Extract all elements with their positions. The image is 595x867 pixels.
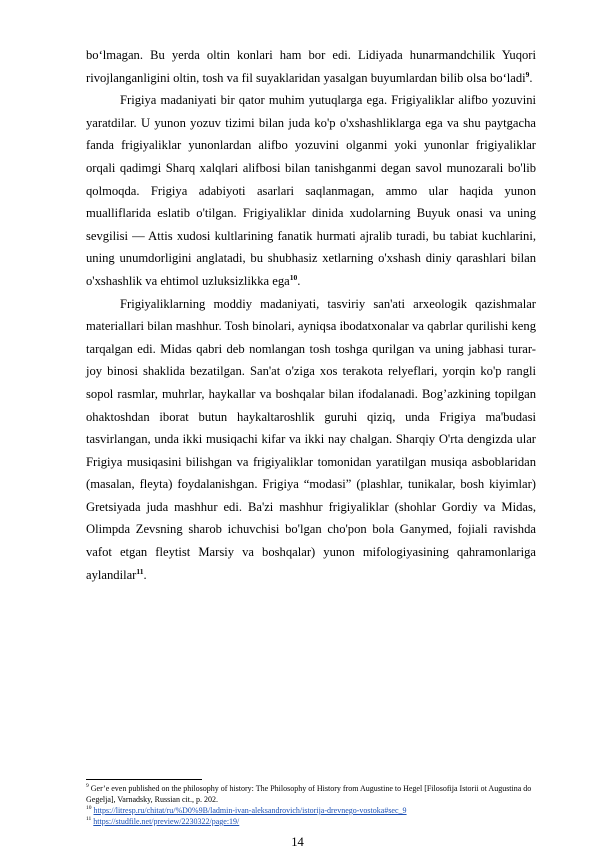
paragraph-text: Frigiyaliklarning moddiy madaniyati, tasviriy san'ati arxeologik qazishmalar materiallari bilan mashhur. Tosh binolari, ayniqsa ibodatxonalar va qabrlar qurilishi keng tarqalgan edi. Midas qabri deb nomlangan tosh toshga qurilgan va uning jabhasi turar-joy binosi shaklida bezatilgan. San'at o'ziga xos terakota relyeflari, yorqin ko'p rangli sopol rasmlar, muhrlar, haykallar va boshqalar bilan ifodalanadi. Bog’azkining topilgan ohaktoshdan iborat butun haykaltaroshlik guruhi qiziq, unda Frigiya ma'budasi tasvirlangan, unda ikki musiqachi kifar va ikki nay chalgan. Sharqiy O'rta dengizda ular Frigiya musiqasini bilishgan va frigiyaliklar tomonidan yaratilgan musiqa asboblaridan (masalan, fleyta) foydalanishgan. Frigiya “modasi” (plashlar, tunikalar, bosh kiyimlar) Gretsiyada juda mashhur edi. Ba'zi mashhur frigiyaliklar (shohlar Gordiy va Midas, Olimpda Zevsning sharob ichuvchisi bo'lgan cho'pon bola Ganymed, fojiali ravishda vafot etgan fleytist Marsiy va boshqalar) yunon mifologiyasining qahramonlariga aylandilar [86,296,536,582]
paragraph-moddiy-madaniyat [86,293,536,587]
footnote-text: Ger’e even published on the philosophy of history: The Philosophy of History from Augustine to Hegel [Filosofija Istorii ot Augustina do Gegelja], Varnadsky, Russian cit., p. 202. [86,784,532,804]
paragraph-text: Frigiya madaniyati bir qator muhim yutuqlarga ega. Frigiyaliklar alifbo yozuvini yaratdilar. U yunon yozuv tizimi bilan juda ko'p o'xshashliklarga ega va shu paytgacha fanda frigiyaliklar yunonlardan alifbo yozuvini olganmi yoki yunonlar frigiyaliklar orqali qadimgi Sharq xalqlari alifbosi bilan tanishganmi degan savol munozarali bo'lib qolmoqda. Frigiya adabiyoti asarlari saqlanmagan, ammo ular haqida yunon mualliflarida eslatib o'tilgan. Frigiyaliklar dinida xudolarning Buyuk onasi va uning sevgilisi — Attis xudosi kultlarining fanatik hurmati ajralib turadi, bu tabiat kuchlarini, uning unumdorligini anglatadi, bu shubhasiz xetlarning o'xshash diniy qarashlari bilan o'xshashlik va ehtimol uzluksizlikka ega [86,93,536,288]
footnote-number: 10 [86,805,92,812]
footnote-number: 9 [86,783,89,790]
footnote-11 [86,816,536,827]
page-number: 14 [291,835,304,849]
footnote-ref-11[interactable]: 11 [136,566,144,576]
paragraph-text: bo‘lmagan. Bu yerda oltin konlari ham bor edi. Lidiyada hunarmandchilik Yuqori rivojlanganligini oltin, tosh va fil suyaklaridan yasalgan buyumlardan bilib olsa bo‘ladi [86,48,536,85]
paragraph-end: . [529,70,533,85]
footnote-link[interactable]: https://litresp.ru/chitat/ru/%D0%9B/ladmin-ivan-aleksandrovich/istorija-drevnego-vostoka#sec_9 [93,806,407,815]
footnotes [86,779,536,827]
paragraph-end: . [143,567,147,582]
footnote-ref-10[interactable]: 10 [289,272,298,282]
footnote-10 [86,805,536,816]
footnote-number: 11 [86,816,92,823]
footnote-ref-9[interactable]: 9 [525,69,530,79]
footnote-divider [86,779,202,780]
paragraph-lidiya [86,44,536,89]
paragraph-end: . [297,273,301,288]
footnote-9 [86,783,536,805]
document-body [86,44,536,586]
footnote-link[interactable]: https://studfile.net/preview/2230322/page:19/ [93,817,240,826]
paragraph-frigiya-madaniyati [86,89,536,292]
